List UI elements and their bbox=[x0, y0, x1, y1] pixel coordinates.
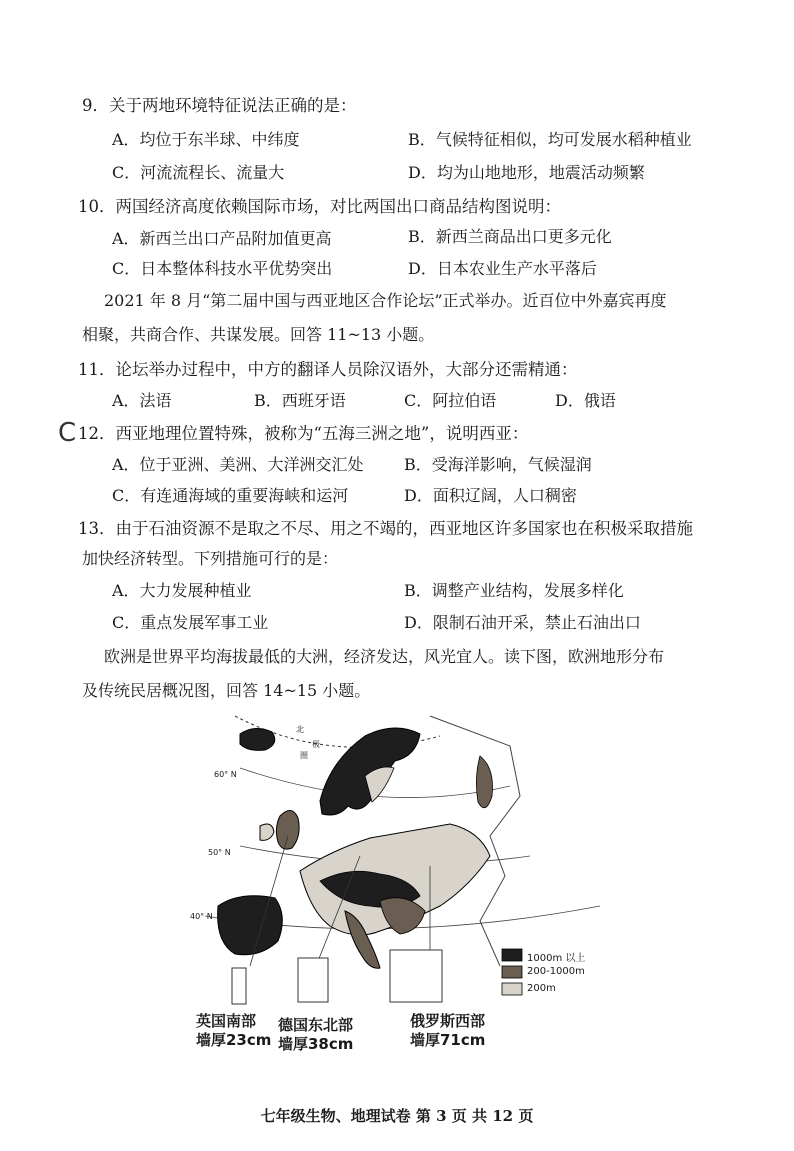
legend-swatch-mid bbox=[502, 966, 522, 978]
q10-option-a: A．新西兰出口产品附加值更高 bbox=[112, 229, 332, 248]
ural-mountains bbox=[476, 756, 492, 808]
question-13-stem-line-2: 加快经济转型。下列措施可行的是： bbox=[82, 549, 339, 568]
question-11-stem: 11．论坛举办过程中，中方的翻译人员除汉语外，大部分还需精通： bbox=[78, 360, 578, 379]
q11-option-c: C．阿拉伯语 bbox=[404, 391, 497, 410]
q10-option-c: C．日本整体科技水平优势突出 bbox=[112, 259, 333, 278]
q12-option-a: A．位于亚洲、美洲、大洋洲交汇处 bbox=[112, 455, 364, 474]
forum-intro-line-2: 相聚，共商合作、共谋发展。回答 11~13 小题。 bbox=[82, 325, 435, 344]
legend-label-mid: 200-1000m bbox=[527, 966, 585, 977]
house-label-russia: 俄罗斯西部 墙厚71cm bbox=[410, 1012, 486, 1049]
arctic-label-1: 北 bbox=[296, 725, 304, 734]
q12-option-c: C．有连通海域的重要海峡和运河 bbox=[112, 486, 349, 505]
q13-option-d: D．限制石油开采，禁止石油出口 bbox=[404, 613, 641, 632]
house-label-germany: 德国东北部 墙厚38cm bbox=[278, 1016, 354, 1053]
q9-option-a: A．均位于东半球、中纬度 bbox=[112, 130, 300, 149]
arctic-label-2: 极 bbox=[312, 740, 320, 749]
legend-swatch-low bbox=[502, 983, 522, 995]
wall-sample-russia bbox=[390, 950, 442, 1002]
q9-option-c: C．河流流程长、流量大 bbox=[112, 163, 285, 182]
lat-label-60: 60° N bbox=[214, 770, 237, 779]
ireland-landmass bbox=[260, 824, 274, 840]
scandinavia-landmass bbox=[320, 728, 420, 815]
q12-option-d: D．面积辽阔，人口稠密 bbox=[404, 486, 577, 505]
iberia-landmass bbox=[218, 896, 283, 955]
q12-option-b: B．受海洋影响，气候湿润 bbox=[404, 455, 592, 474]
europe-intro-line-1: 欧洲是世界平均海拔最低的大洲，经济发达，风光宜人。读下图，欧洲地形分布 bbox=[104, 647, 665, 666]
britain-landmass bbox=[276, 810, 299, 849]
q9-option-d: D．均为山地地形，地震活动频繁 bbox=[408, 163, 645, 182]
q13-option-b: B．调整产业结构，发展多样化 bbox=[404, 581, 624, 600]
page-footer: 七年级生物、地理试卷 第 3 页 共 12 页 bbox=[260, 1107, 534, 1125]
q10-option-b: B．新西兰商品出口更多元化 bbox=[408, 227, 612, 246]
q10-option-d: D．日本农业生产水平落后 bbox=[408, 259, 597, 278]
wall-sample-germany bbox=[298, 958, 328, 1002]
house-label-britain: 英国南部 墙厚23cm bbox=[196, 1012, 272, 1049]
europe-intro-line-2: 及传统民居概况图，回答 14~15 小题。 bbox=[82, 681, 371, 700]
question-13-stem-line-1: 13．由于石油资源不是取之不尽、用之不竭的，西亚地区许多国家也在积极采取措施 bbox=[78, 519, 693, 538]
question-12-stem: 12．西亚地理位置特殊，被称为“五海三洲之地”，说明西亚： bbox=[78, 424, 529, 443]
iceland-landmass bbox=[240, 728, 275, 750]
q13-option-c: C．重点发展军事工业 bbox=[112, 613, 269, 632]
q13-option-a: A．大力发展种植业 bbox=[112, 581, 252, 600]
lat-label-40: 40° N bbox=[190, 912, 213, 921]
handwritten-answer-mark: C bbox=[58, 418, 77, 448]
legend-swatch-high bbox=[502, 949, 522, 961]
question-9-stem: 9．关于两地环境特征说法正确的是： bbox=[82, 96, 357, 115]
legend-label-high: 1000m 以上 bbox=[527, 953, 586, 964]
question-10-stem: 10．两国经济高度依赖国际市场，对比两国出口商品结构图说明： bbox=[78, 197, 561, 216]
lat-label-50: 50° N bbox=[208, 848, 231, 857]
q11-option-b: B．西班牙语 bbox=[254, 391, 346, 410]
q11-option-d: D．俄语 bbox=[555, 391, 616, 410]
arctic-label-3: 圈 bbox=[300, 751, 308, 760]
wall-sample-britain bbox=[232, 968, 246, 1004]
q9-option-b: B．气候特征相似，均可发展水稻种植业 bbox=[408, 130, 692, 149]
forum-intro-line-1: 2021 年 8 月“第二届中国与西亚地区合作论坛”正式举办。近百位中外嘉宾再度 bbox=[104, 291, 667, 310]
q11-option-a: A．法语 bbox=[112, 391, 172, 410]
legend-label-low: 200m bbox=[527, 983, 556, 994]
